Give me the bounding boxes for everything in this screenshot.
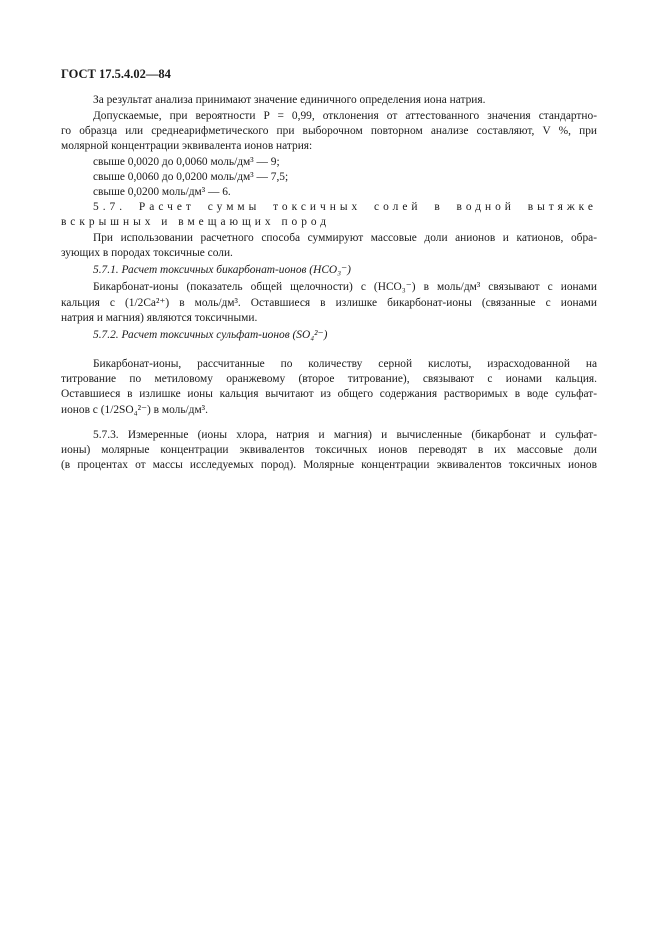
text-line: При использовании расчетного способа суммируют массовые доли анионов и катионов, обра- xyxy=(93,232,597,244)
text-line: 5.7.3. Измеренные (ионы хлора, натрия и магния) и вычисленные (бикарбонат и сульфат- xyxy=(93,429,597,441)
text-line: натрия и магния) являются токсичными. xyxy=(61,312,258,324)
text-line: Бикарбонат-ионы, рассчитанные по количеству серной кислоты, израсходованной на xyxy=(93,358,597,370)
document-header: ГОСТ 17.5.4.02—84 xyxy=(61,67,171,81)
text-line: Допускаемые, при вероятности P = 0,99, отклонения от аттестованного значения стандартно- xyxy=(93,110,597,122)
text-line: ионы) молярные концентрации эквивалентов токсичных ионов переводят в их массовые доли xyxy=(61,444,597,456)
text-line: Оставшиеся в излишке ионы кальция вычитают из общего содержания растворимых в воде сульфат- xyxy=(61,388,597,400)
text-line: Бикарбонат-ионы (показатель общей щелочности) c (HCO₃⁻) в моль/дм³ связывают с ионами xyxy=(93,281,597,293)
text-line: зующих в породах токсичные соли. xyxy=(61,247,233,259)
section-heading: вскрышных и вмещающих пород xyxy=(61,216,331,228)
section-heading: 5.7. Расчет суммы токсичных солей в водной вытяжке xyxy=(93,201,597,213)
text-line: молярной концентрации эквивалента ионов натрия: xyxy=(61,140,313,152)
subsection-heading: 5.7.2. Расчет токсичных сульфат-ионов (SO₄²⁻) xyxy=(93,329,328,341)
text-line: свыше 0,0020 до 0,0060 моль/дм³ — 9; xyxy=(93,156,280,168)
text-line: За результат анализа принимают значение единичного определения иона натрия. xyxy=(93,94,486,106)
subsection-heading: 5.7.1. Расчет токсичных бикарбонат-ионов (HCO₃⁻) xyxy=(93,264,351,276)
text-line: кальция c (1/2Ca²⁺) в моль/дм³. Оставшиеся в излишке бикарбонат-ионы (связанные с ионами xyxy=(61,297,597,309)
text-line: свыше 0,0060 до 0,0200 моль/дм³ — 7,5; xyxy=(93,171,289,183)
text-line: титрование по метиловому оранжевому (второе титрование), связывают с ионами кальция. xyxy=(61,373,597,385)
text-line: (в процентах от массы исследуемых пород). Молярные концентрации эквивалентов токсичных ионов xyxy=(61,459,597,471)
text-line: го образца или среднеарифметического при выборочном повторном анализе составляют, V %, при xyxy=(61,125,597,137)
text-line: свыше 0,0200 моль/дм³ — 6. xyxy=(93,186,231,198)
text-line: ионов c (1/2SO₄²⁻) в моль/дм³. xyxy=(61,404,208,416)
